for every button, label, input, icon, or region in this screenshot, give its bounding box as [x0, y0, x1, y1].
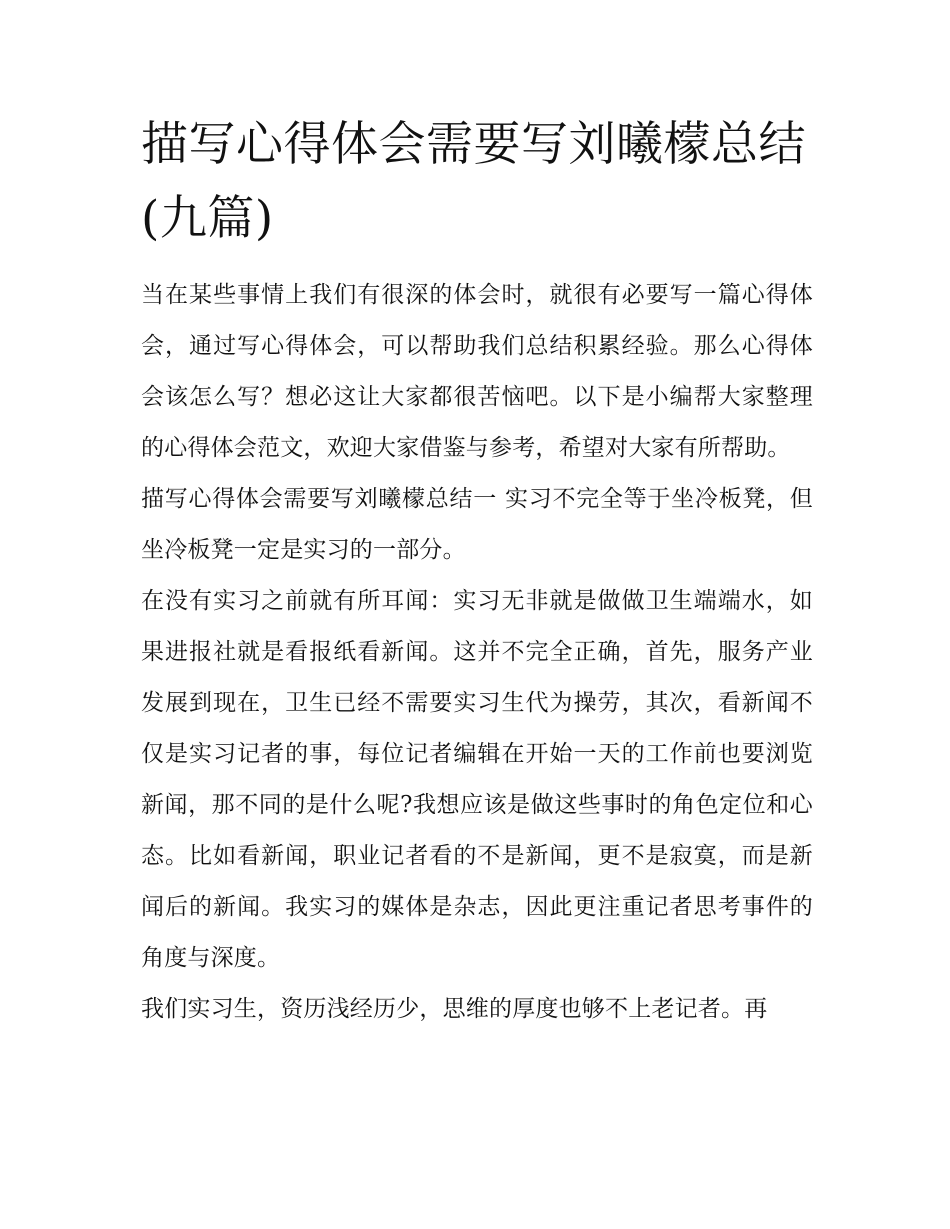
document-title: 描写心得体会需要写刘曦檬总结(九篇): [141, 117, 806, 246]
body-paragraph: 在没有实习之前就有所耳闻：实习无非就是做做卫生端端水，如果进报社就是看报纸看新闻。这并不完全正确，首先，服务产业发展到现在，卫生已经不需要实习生代为操劳，其次，看新闻不仅是实习记者的事，每位记者编辑在开始一天的工作前也要浏览新闻，那不同的是什么呢?我想应该是做这些事时的角色定位和心态。比如看新闻，职业记者看的不是新闻，更不是寂寞，而是新闻后的新闻。我实习的媒体是杂志，因此更注重记者思考事件的角度与深度。: [141, 588, 813, 971]
intro-paragraph: 当在某些事情上我们有很深的体会时，就很有必要写一篇心得体会，通过写心得体会，可以帮助我们总结积累经验。那么心得体会该怎么写？想必这让大家都很苦恼吧。以下是小编帮大家整理的心得体会范文，欢迎大家借鉴与参考，希望对大家有所帮助。: [141, 282, 813, 461]
section-heading-paragraph: 描写心得体会需要写刘曦檬总结一 实习不完全等于坐冷板凳，但坐冷板凳一定是实习的一部分。: [141, 486, 813, 563]
body-paragraph: 我们实习生，资历浅经历少，思维的厚度也够不上老记者。再: [141, 996, 768, 1022]
document-page: [141, 108, 813, 1035]
